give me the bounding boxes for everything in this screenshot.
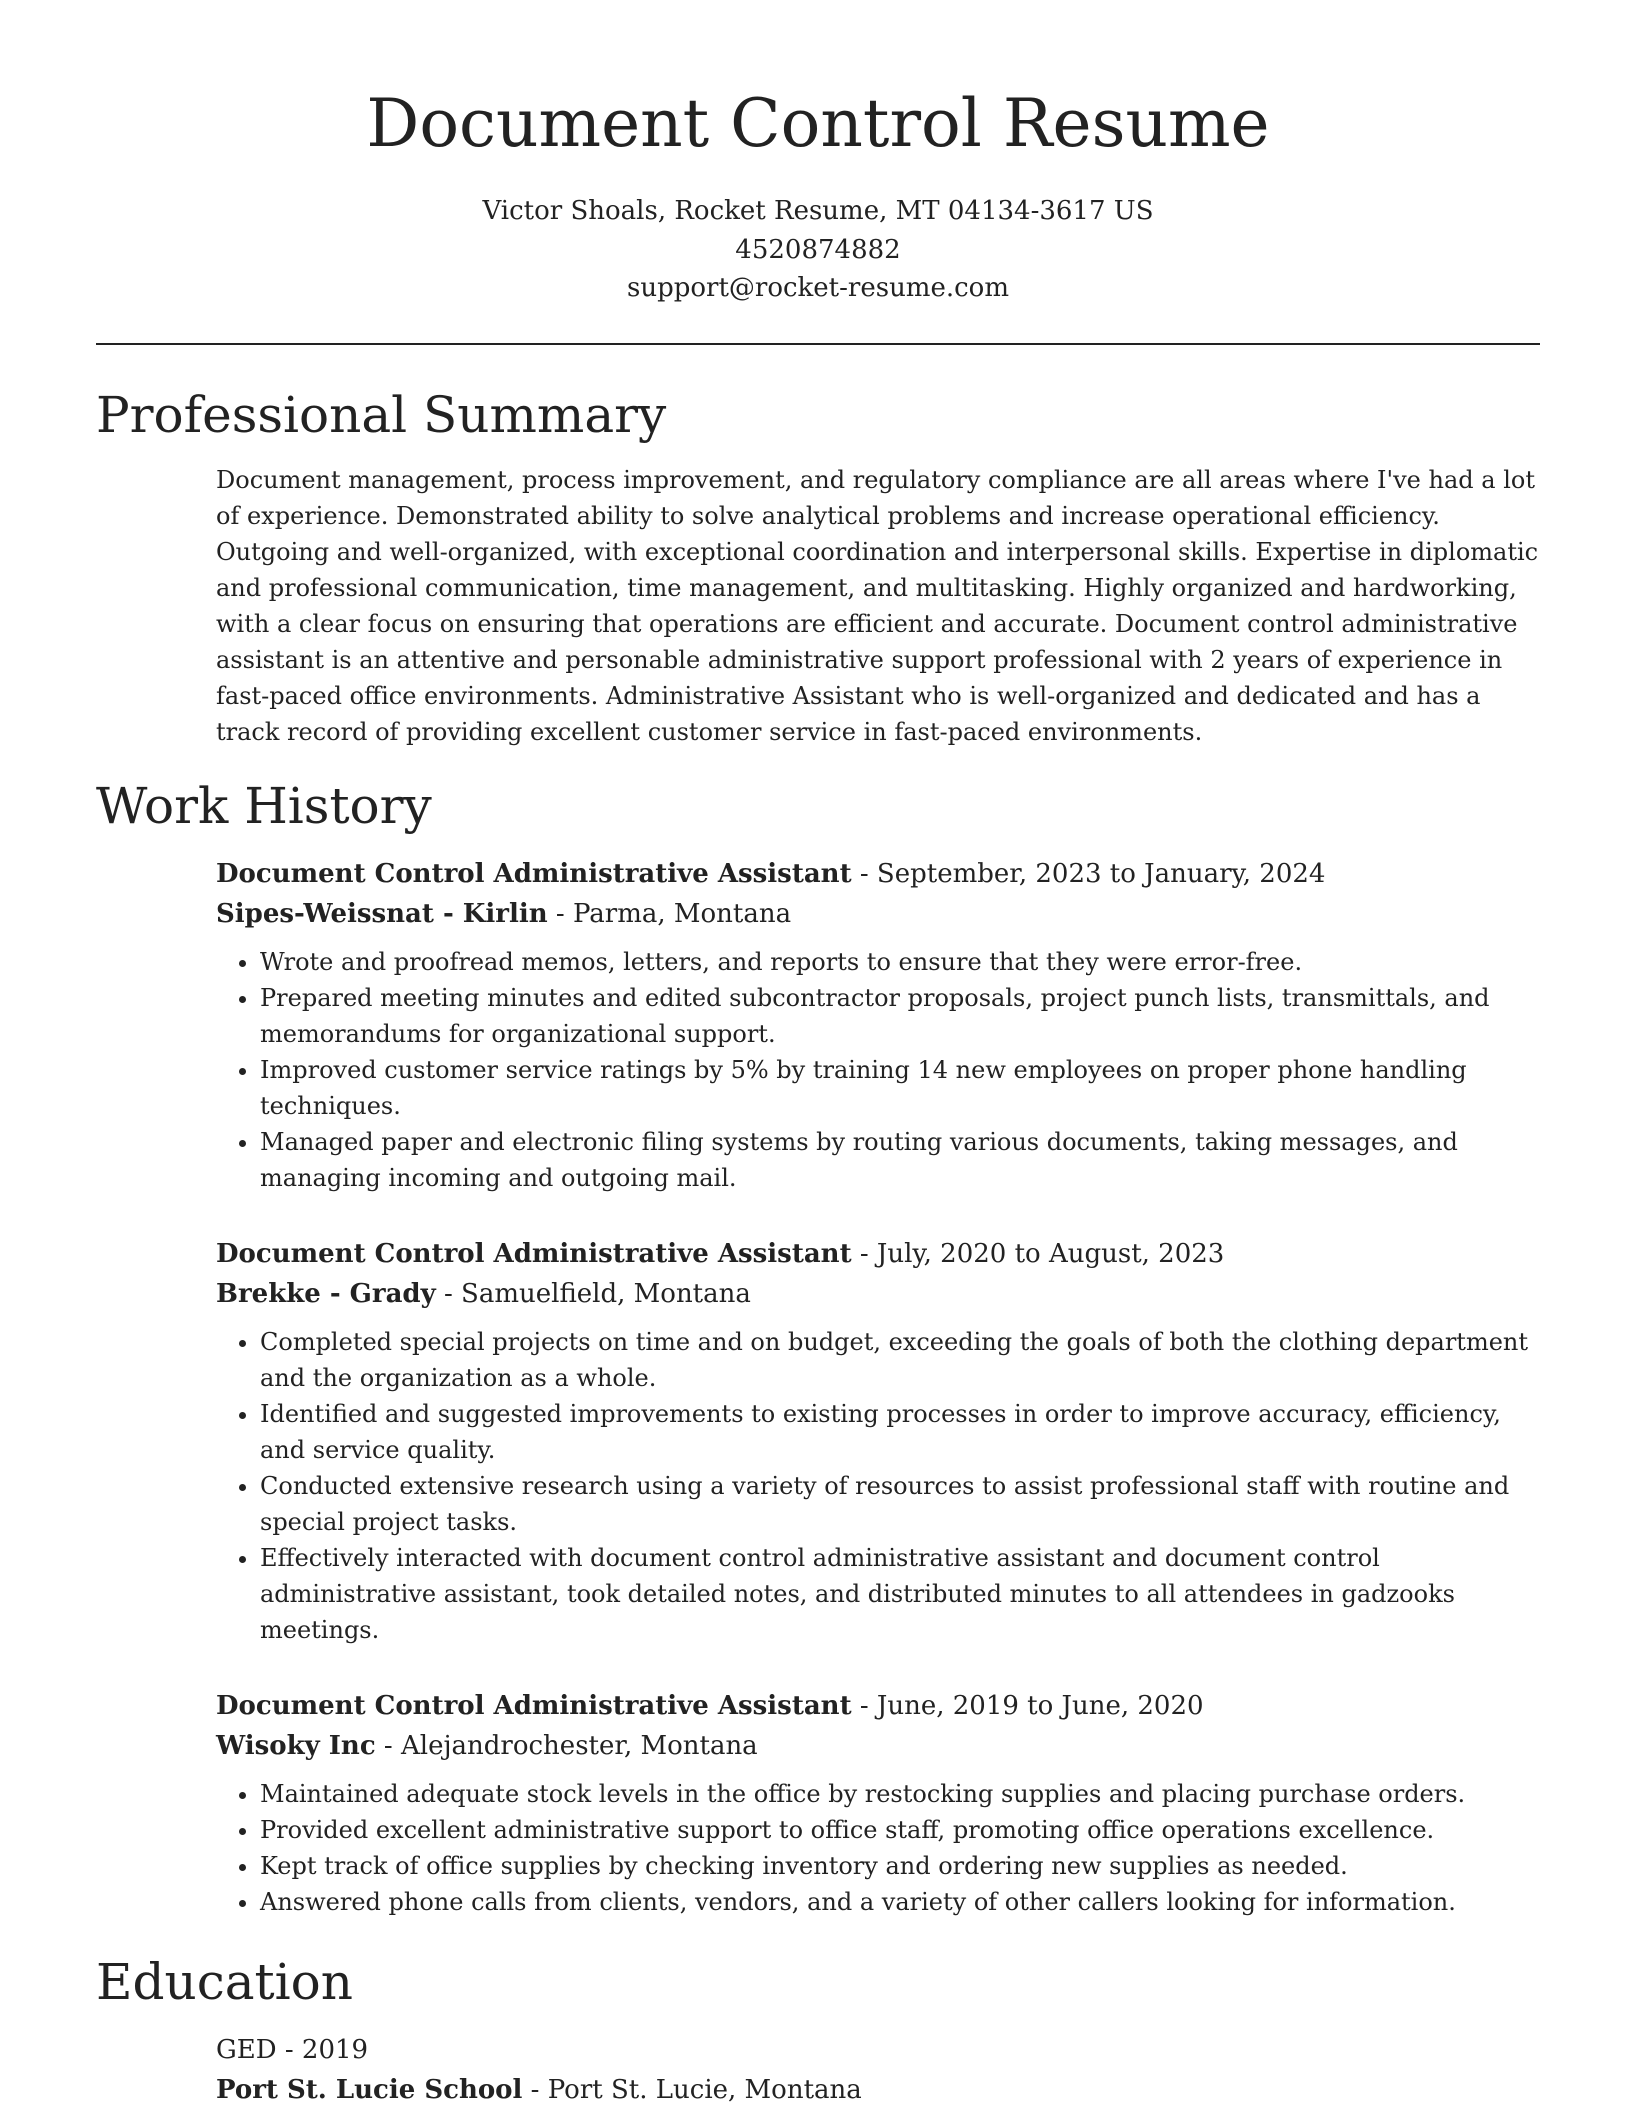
job-bullets [216, 944, 1540, 1196]
job-bullet: • Maintained adequate stock levels in the office by restocking supplies and placing purchase orders. [260, 1776, 1540, 1812]
job-employer: Sipes-Weissnat - Kirlin [216, 899, 548, 929]
job-title-line [216, 854, 1540, 894]
contact-address: Victor Shoals, Rocket Resume, MT 04134-3617 US [482, 196, 1154, 226]
job-bullet: • Provided excellent administrative support to office staff, promoting office operations excellence. [260, 1812, 1540, 1848]
job-employer-line [216, 1726, 1540, 1766]
job-employer-line [216, 1274, 1540, 1314]
job-title-line [216, 1234, 1540, 1274]
job-dates: - September, 2023 to January, 2024 [851, 859, 1326, 889]
job-title: Document Control Administrative Assistant [216, 1239, 852, 1269]
job-title: Document Control Administrative Assistant [216, 1691, 852, 1721]
job-bullet: • Improved customer service ratings by 5% by training 14 new employees on proper phone handling techniques. [260, 1052, 1540, 1124]
education-location: - Port St. Lucie, Montana [522, 2075, 862, 2105]
job-entry-2 [216, 1234, 1540, 1648]
job-entry-3 [216, 1686, 1540, 1920]
work-history-heading: Work History [96, 777, 432, 835]
job-bullets [216, 1324, 1540, 1648]
job-location: - Samuelfield, Montana [435, 1279, 751, 1309]
education-school-line [216, 2070, 1540, 2110]
document-title: Document Control Resume [366, 85, 1270, 162]
job-employer: Wisoky Inc [216, 1731, 376, 1761]
job-bullet: • Prepared meeting minutes and edited subcontractor proposals, project punch lists, transmittals, and memorandums for organizational support. [260, 980, 1540, 1052]
job-bullet: • Kept track of office supplies by checking inventory and ordering new supplies as needed. [260, 1848, 1540, 1884]
job-employer: Brekke - Grady [216, 1279, 436, 1309]
job-location: - Parma, Montana [547, 899, 792, 929]
job-bullets [216, 1776, 1540, 1920]
job-title: Document Control Administrative Assistant [216, 859, 852, 889]
job-bullet: • Identified and suggested improvements to existing processes in order to improve accuracy, efficiency, and service quality. [260, 1396, 1540, 1468]
header-divider [96, 343, 1540, 345]
job-bullet: • Answered phone calls from clients, vendors, and a variety of other callers looking for information. [260, 1884, 1540, 1920]
job-dates: - July, 2020 to August, 2023 [851, 1239, 1225, 1269]
job-employer-line [216, 894, 1540, 934]
job-bullet: • Managed paper and electronic filing systems by routing various documents, taking messages, and managing incoming and outgoing mail. [260, 1124, 1540, 1196]
education-entry [216, 2030, 1540, 2110]
education-year: - 2019 [276, 2035, 369, 2065]
education-degree-line [216, 2030, 1540, 2070]
contact-phone: 4520874882 [735, 235, 901, 265]
job-location: - Alejandrochester, Montana [375, 1731, 758, 1761]
contact-email: support@rocket-resume.com [626, 273, 1009, 303]
summary-heading: Professional Summary [96, 386, 667, 444]
education-school: Port St. Lucie School [216, 2075, 523, 2105]
job-title-line [216, 1686, 1540, 1726]
job-bullet: • Wrote and proofread memos, letters, and reports to ensure that they were error-free. [260, 944, 1540, 980]
education-degree: GED [216, 2035, 277, 2065]
summary-text: Document management, process improvement, and regulatory compliance are all areas where I've had a lot of experience. Demonstrated ability to solve analytical problems and increase operational efficiency. Outgoing and well-organized, with exceptional coordination and interpersonal skills. Expertise in diplomatic and professional communication, time management, and multitasking. Highly organized and hardworking, with a clear focus on ensuring that operations are efficient and accurate. Document control administrative assistant is an attentive and personable administrative support professional with 2 years of experience in fast-paced office environments. Administrative Assistant who is well-organized and dedicated and has a track record of providing excellent customer service in fast-paced environments. [216, 466, 1539, 746]
job-bullet: • Effectively interacted with document control administrative assistant and document control administrative assistant, took detailed notes, and distributed minutes to all attendees in gadzooks meetings. [260, 1540, 1540, 1648]
summary-section [216, 462, 1540, 750]
job-entry-1 [216, 854, 1540, 1196]
job-bullet: • Completed special projects on time and on budget, exceeding the goals of both the clothing department and the organization as a whole. [260, 1324, 1540, 1396]
education-heading: Education [96, 1953, 353, 2011]
job-dates: - June, 2019 to June, 2020 [851, 1691, 1204, 1721]
job-bullet: • Conducted extensive research using a variety of resources to assist professional staff with routine and special project tasks. [260, 1468, 1540, 1540]
